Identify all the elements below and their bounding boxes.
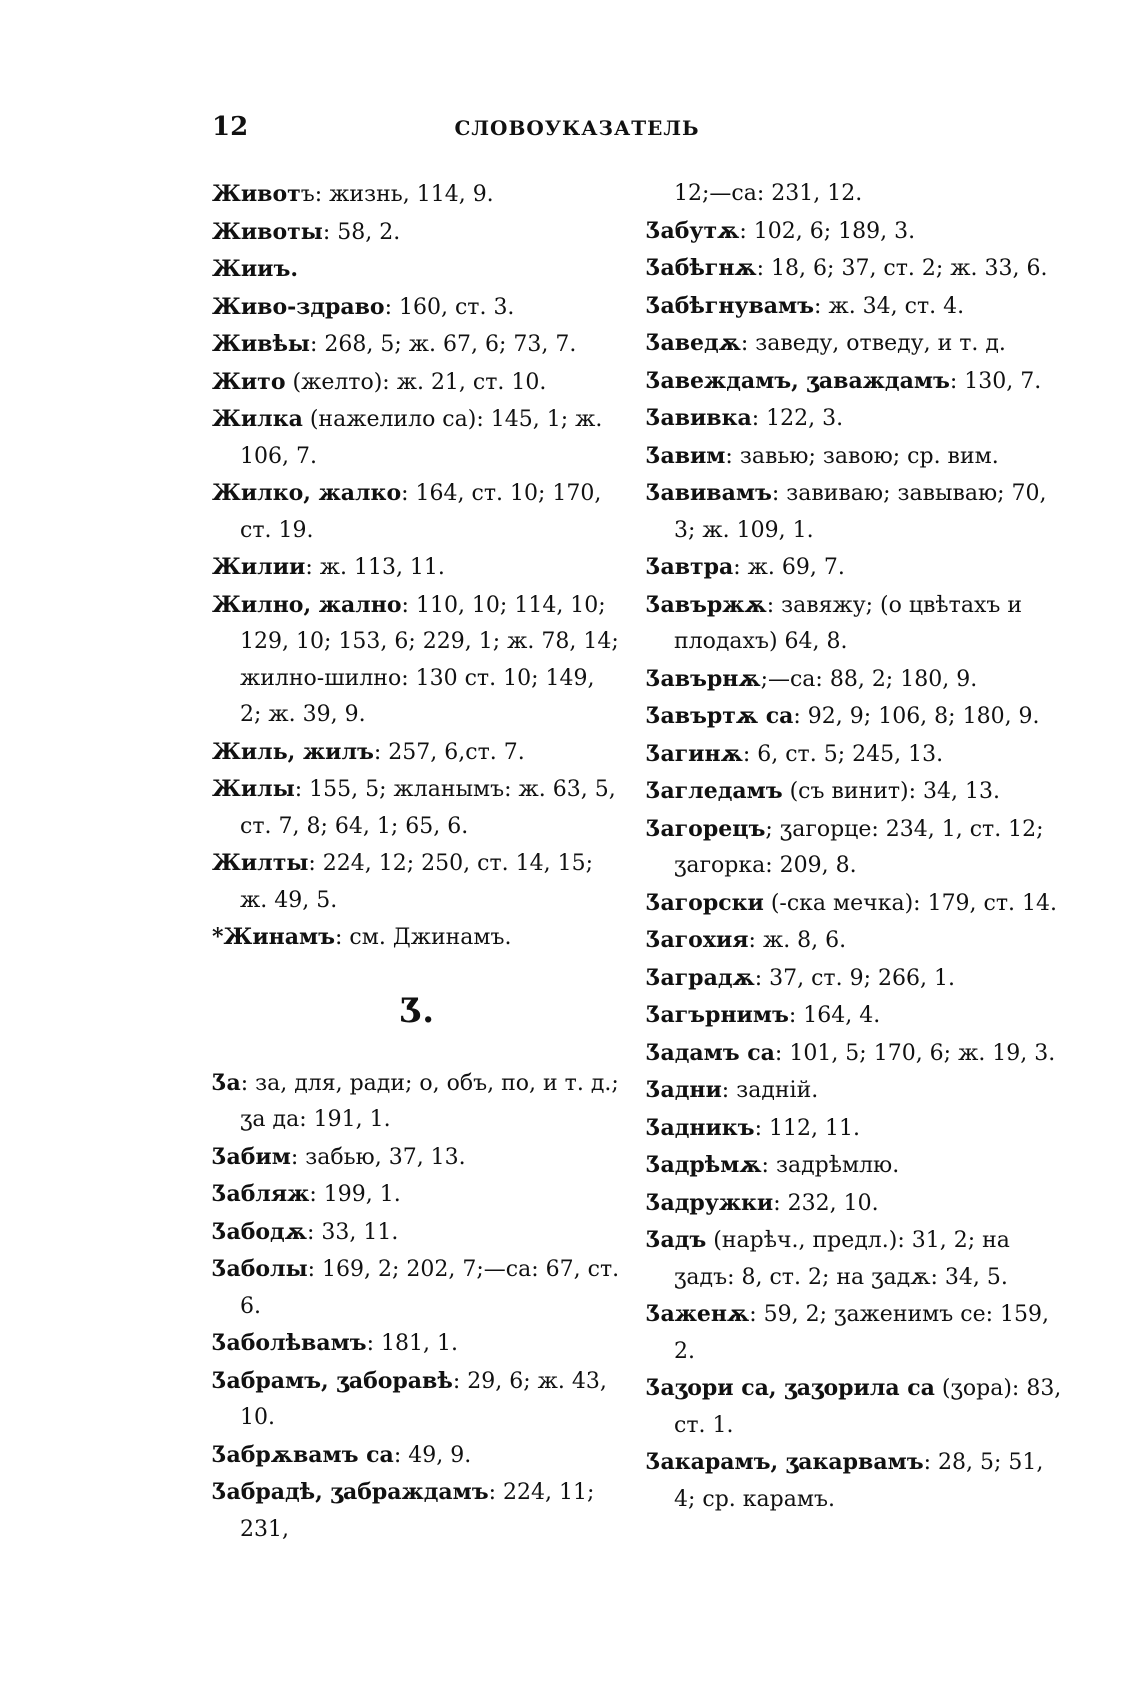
headword: Ʒавим: [646, 442, 726, 469]
headword: Ʒадрѣмѫ: [646, 1152, 762, 1178]
index-entry: [646, 1296, 1066, 1370]
entry-references: : 224, 11; 231,: [240, 1480, 595, 1542]
headword: Ʒавтра: [646, 554, 734, 580]
headword: Ʒагърнимъ: [646, 1002, 789, 1028]
headword: Ʒадникъ: [646, 1114, 755, 1141]
entry-references: (съ винит): 34, 13.: [782, 779, 1000, 804]
headword: Ʒаболы: [212, 1256, 308, 1282]
entry-references: : 112, 11.: [754, 1115, 860, 1141]
headword: Ʒадни: [646, 1077, 722, 1103]
headword: Ʒабутѫ: [646, 217, 740, 244]
entry-references: : 164, ст. 10; 170, ст. 19.: [240, 481, 602, 543]
index-entry: [212, 364, 622, 402]
headword: Ʒагорски: [646, 889, 764, 916]
entry-references: : 101, 5; 170, 6; ж. 19, 3.: [774, 1040, 1056, 1066]
headword: Жилии: [212, 554, 306, 580]
headword: Ʒаженѫ: [646, 1301, 750, 1327]
index-entry: [212, 214, 622, 252]
headword: Ʒаградѫ: [646, 964, 755, 991]
index-entry: [646, 363, 1066, 401]
index-entry: [212, 549, 622, 587]
index-entry: [212, 289, 622, 327]
index-entry: [646, 997, 1066, 1035]
index-entry: [646, 587, 1066, 661]
index-entry: [212, 1065, 622, 1139]
entry-references: ;—са: 88, 2; 180, 9.: [760, 666, 978, 692]
index-entry: [212, 1474, 622, 1548]
headword: Ʒа: [212, 1069, 241, 1096]
index-entry: [646, 960, 1066, 998]
entry-references: : 33, 11.: [306, 1219, 399, 1245]
index-entry: [212, 326, 622, 364]
index-entry: [646, 1185, 1066, 1223]
index-entry: [212, 1251, 622, 1325]
entry-references: : задній.: [721, 1078, 819, 1103]
index-entry: [212, 1139, 622, 1177]
index-entry: [212, 1176, 622, 1214]
headword: Ʒавържѫ: [646, 591, 767, 618]
headword: Живо-здраво: [212, 293, 385, 320]
index-entry: [646, 1222, 1066, 1296]
index-entry: [646, 250, 1066, 288]
right-column: [646, 176, 1066, 1518]
entry-references: (нажелило са): 145, 1; ж. 106, 7.: [240, 407, 603, 469]
index-entry: [646, 438, 1066, 476]
index-entry: [646, 1147, 1066, 1185]
entry-references: : ж. 69, 7.: [733, 555, 845, 580]
headword: Ʒадамъ са: [646, 1039, 775, 1066]
left-column: [212, 176, 622, 1548]
index-entry: [646, 885, 1066, 923]
headword: Жилка: [212, 406, 303, 432]
headword: Ʒаʒори са, ʒаʒорила са: [646, 1375, 935, 1401]
entry-references: : ж. 113, 11.: [305, 555, 445, 580]
entry-references: : завиваю; завываю; 70, 3; ж. 109, 1.: [674, 481, 1047, 543]
headword: Ʒагорецъ: [646, 815, 766, 842]
headword: Ʒабляж: [212, 1181, 310, 1207]
entry-references: (нарѣч., предл.): 31, 2; на ʒадъ: 8, ст. 2; на ʒадѫ: 34, 5.: [674, 1228, 1010, 1290]
headword: Ʒавъртѫ са: [646, 703, 794, 729]
index-entry: [646, 698, 1066, 736]
entries-dz-continued: [646, 176, 1066, 1518]
index-entry: [212, 1437, 622, 1475]
index-entry: [646, 773, 1066, 811]
entry-references: : 110, 10; 114, 10; 129, 10; 153, 6; 229, 1; ж. 78, 14; жилно-шилно: 130 ст. 10; 149, 2; ж. 39, 9.: [240, 592, 619, 727]
entry-references: : 164, 4.: [788, 1003, 881, 1028]
headword: Ʒабѣгнувамъ: [646, 292, 815, 319]
entry-references: : 224, 12; 250, ст. 14, 15; ж. 49, 5.: [240, 851, 594, 913]
index-entry: [646, 549, 1066, 587]
index-entry: [646, 1035, 1066, 1073]
index-entry: [646, 1072, 1066, 1110]
headword: Жилты: [212, 850, 309, 876]
entry-references: : 199, 1.: [309, 1182, 401, 1207]
entry-references: ъ: жизнь, 114, 9.: [300, 182, 494, 207]
headword: Жилко, жалко: [212, 480, 402, 506]
index-entry: [212, 1325, 622, 1363]
index-entry: [646, 288, 1066, 326]
index-entry: [646, 1110, 1066, 1148]
index-entry: [646, 475, 1066, 549]
headword: Ʒабрадѣ, ʒабраждамъ: [212, 1479, 489, 1505]
entry-references: : 102, 6; 189, 3.: [739, 218, 916, 244]
index-entry: [212, 1363, 622, 1437]
entry-references: : 49, 9.: [393, 1442, 472, 1468]
entry-references: : забью, 37, 13.: [290, 1144, 466, 1170]
index-entry: [646, 325, 1066, 363]
headword: Жито: [212, 368, 286, 395]
index-entry: [212, 401, 622, 475]
entry-references: : 268, 5; ж. 67, 6; 73, 7.: [310, 332, 577, 357]
headword: Ʒагинѫ: [646, 740, 743, 767]
headword: Ʒаведѫ: [646, 330, 741, 356]
index-entry: [212, 251, 622, 289]
entry-references: : 6, ст. 5; 245, 13.: [742, 741, 944, 767]
headword: Жииъ.: [212, 256, 299, 282]
entry-references: : завью; завою; ср. вим.: [725, 443, 999, 469]
index-entry: [646, 661, 1066, 699]
entry-references: : 122, 3.: [751, 406, 844, 431]
index-entry: [212, 771, 622, 845]
entry-references: : 257, 6,ст. 7.: [373, 739, 525, 765]
headword: Ʒабодѫ: [212, 1218, 307, 1245]
entry-references: : 130, 7.: [949, 368, 1042, 394]
index-entry: [212, 1214, 622, 1252]
index-entry: [646, 922, 1066, 960]
headword: Ʒабим: [212, 1143, 291, 1170]
headword: Ʒадружки: [646, 1189, 774, 1216]
index-entry: [646, 736, 1066, 774]
index-entry: [646, 400, 1066, 438]
index-entry: [646, 811, 1066, 885]
entry-references: : см. Джинамъ.: [335, 925, 512, 950]
index-entry: [646, 1370, 1066, 1444]
headword: Ʒабрамъ, ʒаборавѣ: [212, 1367, 453, 1394]
index-entry: [646, 1444, 1066, 1518]
entry-references: : завяжу; (о цвѣтахъ и плодахъ) 64, 8.: [674, 592, 1023, 654]
entry-references: : 181, 1.: [366, 1331, 458, 1356]
index-entry: [646, 213, 1066, 251]
entries-dz: [212, 1065, 622, 1549]
headword: Ʒадъ: [646, 1227, 707, 1253]
headword: Жилы: [212, 776, 295, 802]
index-entry: [212, 176, 622, 214]
entry-references: 12;—са: 231, 12.: [674, 181, 863, 206]
entry-references: : 155, 5; жланымъ: ж. 63, 5, ст. 7, 8; 64, 1; 65, 6.: [240, 777, 616, 839]
section-letter: Ʒ.: [399, 990, 435, 1031]
entry-references: : 59, 2; ʒаженимъ се: 159, 2.: [674, 1302, 1049, 1364]
entry-references: (желто): ж. 21, ст. 10.: [285, 369, 547, 395]
headword: Живот: [212, 181, 301, 207]
headword: Ʒагледамъ: [646, 778, 783, 804]
entry-references: (-ска мечка): 179, ст. 14.: [763, 890, 1058, 916]
entry-references: : 37, ст. 9; 266, 1.: [754, 965, 955, 991]
headword: *Жинамъ: [212, 924, 336, 950]
headword: Ʒаболѣвамъ: [212, 1330, 367, 1356]
headword: Жилно, жално: [212, 591, 402, 618]
entry-references: : ж. 8, 6.: [748, 928, 847, 953]
headword: Ʒавърнѫ: [646, 665, 761, 692]
entry-references: : ж. 34, ст. 4.: [814, 293, 965, 319]
index-entry: [212, 919, 622, 957]
page-header: [212, 112, 942, 152]
headword: Ʒакарамъ, ʒакарвамъ: [646, 1449, 924, 1475]
headword: Ʒабѣгнѫ: [646, 255, 757, 281]
entry-references: : 58, 2.: [322, 219, 401, 245]
index-entry: [212, 734, 622, 772]
entry-references: : 18, 6; 37, ст. 2; ж. 33, 6.: [756, 256, 1048, 281]
entry-references: : 92, 9; 106, 8; 180, 9.: [793, 704, 1040, 729]
headword: Ʒавивамъ: [646, 480, 772, 506]
index-entry: [212, 845, 622, 919]
entry-references: : заведу, отведу, и т. д.: [740, 331, 1006, 356]
headword: Жиль, жилъ: [212, 738, 374, 765]
entry-references: : 29, 6; ж. 43, 10.: [240, 1368, 607, 1430]
headword: Ʒагохия: [646, 927, 749, 953]
entry-references: (ʒора): 83, ст. 1.: [674, 1376, 1062, 1438]
headword: Ʒавивка: [646, 405, 752, 431]
index-entry: [212, 587, 622, 734]
headword: Ʒавеждамъ, ʒаваждамъ: [646, 367, 950, 394]
entry-references: : задрѣмлю.: [761, 1153, 900, 1178]
entries-zh: [212, 176, 622, 957]
headword: Живѣы: [212, 331, 310, 357]
page-number: 12: [212, 112, 249, 142]
entry-references: : 28, 5; 51, 4; ср. карамъ.: [674, 1450, 1044, 1512]
headword: Ʒабрѫвамъ са: [212, 1441, 394, 1468]
entry-references: ; ʒагорце: 234, 1, ст. 12; ʒагорка: 209, 8.: [674, 816, 1044, 878]
entry-references: : 169, 2; 202, 7;—са: 67, ст. 6.: [240, 1257, 620, 1319]
entry-references: : за, для, ради; о, объ, по, и т. д.; ʒа да: 191, 1.: [240, 1070, 619, 1132]
entry-references: : 232, 10.: [773, 1190, 879, 1216]
entry-references: : 160, ст. 3.: [384, 294, 515, 320]
headword: Животы: [212, 218, 323, 245]
index-entry: [646, 176, 1066, 213]
index-entry: [212, 475, 622, 549]
running-title: СЛОВОУКАЗАТЕЛЬ: [454, 116, 700, 140]
